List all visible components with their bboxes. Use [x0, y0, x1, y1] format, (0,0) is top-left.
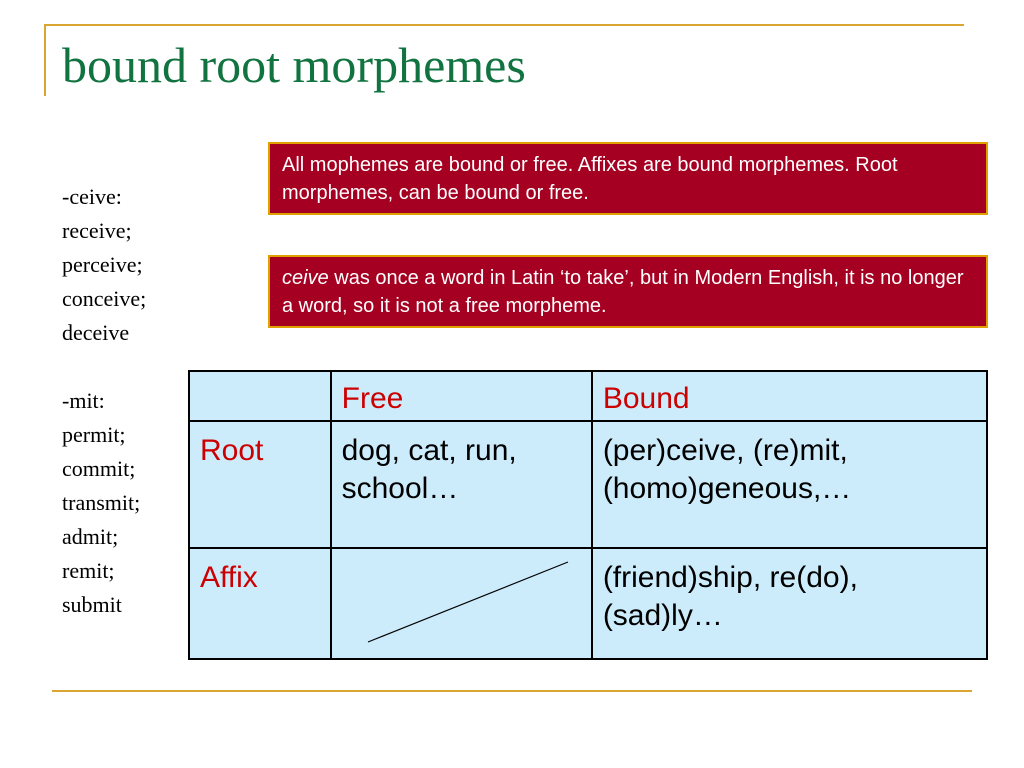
word-list-item: conceive; — [62, 286, 147, 311]
note-bound-free: All mophemes are bound or free. Affixes are bound morphemes. Root morphemes, can be bound or free. — [268, 142, 988, 215]
word-list-item: transmit; — [62, 490, 141, 515]
slide-title: bound root morphemes — [62, 37, 526, 93]
cell-affix-bound: (friend)ship, re(do), (sad)ly… — [592, 548, 987, 659]
empty-cell-slash — [330, 550, 592, 658]
bottom-rule — [52, 690, 972, 692]
note-ceive-latin — [268, 255, 988, 328]
word-list-item: perceive; — [62, 252, 143, 277]
word-list-item: -mit: — [62, 388, 105, 413]
row-label-affix: Affix — [189, 548, 331, 659]
header-cell-empty — [189, 371, 331, 421]
header-cell-free: Free — [331, 371, 592, 421]
slash-line — [368, 562, 568, 642]
cell-root-bound: (per)ceive, (re)mit, (homo)geneous,… — [592, 421, 987, 548]
note-text: was once a word in Latin ‘to take’, but in Modern English, it is no longer a word, so it is not a free morpheme. — [282, 267, 964, 317]
cell-root-free: dog, cat, run, school… — [331, 421, 592, 548]
header-cell-bound: Bound — [592, 371, 987, 421]
row-label-root: Root — [189, 421, 331, 548]
word-list-item: admit; — [62, 524, 119, 549]
word-list-item: submit — [62, 592, 122, 617]
table-header-row — [189, 371, 987, 421]
word-list-item: permit; — [62, 422, 126, 447]
word-list-item: remit; — [62, 558, 115, 583]
word-list — [62, 180, 146, 622]
word-list-item: commit; — [62, 456, 136, 481]
left-rule — [44, 24, 46, 96]
word-list-item: deceive — [62, 320, 130, 345]
note-italic-term: ceive — [282, 267, 329, 289]
table-row-root — [189, 421, 987, 548]
top-rule — [44, 24, 964, 26]
word-list-item: -ceive: — [62, 184, 122, 209]
word-list-item: receive; — [62, 218, 132, 243]
